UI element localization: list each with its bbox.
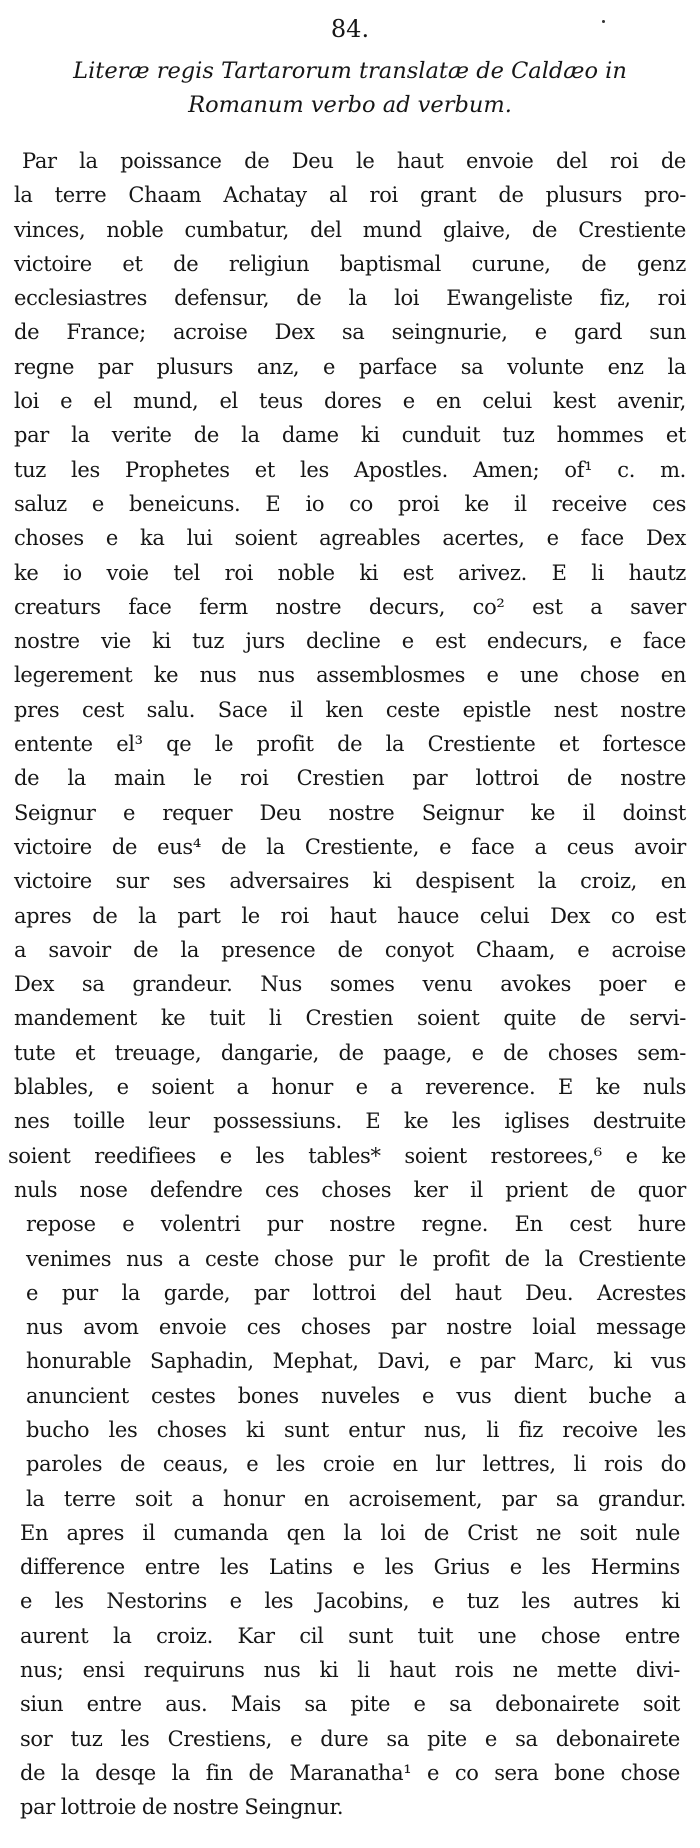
letter-body (0, 144, 700, 1825)
text-line: tuz les Prophetes et les Apostles. Amen; of¹ c. m. (14, 457, 686, 482)
title-line-2: Romanum verbo ad verbum. (188, 92, 512, 118)
text-line: bucho les choses ki sunt entur nus, li fiz recoive les (26, 1417, 686, 1442)
text-line: honurable Saphadin, Mephat, Davi, e par Marc, ki vus (26, 1349, 686, 1374)
text-line: de la main le roi Crestien par lottroi de nostre (14, 766, 686, 791)
text-line: legerement ke nus nus assemblosmes e une chose en (14, 663, 686, 688)
page-number: 84. (330, 15, 370, 43)
text-line: la terre Chaam Achatay al roi grant de plusurs pro- (14, 183, 686, 208)
text-line: loi e el mund, el teus dores e en celui kest avenir, (14, 389, 686, 414)
text-line: creaturs face ferm nostre decurs, co² est a saver (14, 594, 686, 619)
text-line: nuls nose defendre ces choses ker il prient de quor (14, 1177, 686, 1202)
text-line: victoire sur ses adversaires ki despisent la croiz, en (14, 869, 686, 894)
text-line: tute et treuage, dangarie, de paage, e de choses sem- (14, 1040, 686, 1065)
text-line: victoire de eus⁴ de la Crestiente, e face a ceus avoir (14, 834, 686, 859)
text-line: siun entre aus. Mais sa pite e sa debonairete soit (20, 1692, 680, 1717)
text-line: mandement ke tuit li Crestien soient quite de servi- (14, 1006, 686, 1031)
text-line: sor tuz les Crestiens, e dure sa pite e sa debonairete (20, 1726, 680, 1751)
text-line: e pur la garde, par lottroi del haut Deu. Acrestes (26, 1280, 686, 1305)
text-line: saluz e beneicuns. E io co proi ke il receive ces (14, 491, 686, 516)
text-line: repose e volentri pur nostre regne. En cest hure (26, 1212, 686, 1237)
ink-dot (602, 20, 605, 23)
text-line: apres de la part le roi haut hauce celui Dex co est (14, 903, 686, 928)
text-line: Dex sa grandeur. Nus somes venu avokes poer e (14, 972, 686, 997)
text-line: difference entre les Latins e les Grius e les Hermins (20, 1555, 680, 1580)
document-title (0, 54, 700, 122)
text-line: la terre soit a honur en acroisement, par sa grandur. (26, 1486, 686, 1511)
text-line: soient reedifiees e les tables* soient restorees,⁶ e ke (8, 1143, 686, 1168)
text-line: nus; ensi requiruns nus ki li haut rois ne mette divi- (20, 1658, 680, 1683)
title-line-1: Literæ regis Tartarorum translatæ de Caldæo in (73, 58, 627, 84)
text-line: nes toille leur possessiuns. E ke les iglises destruite (14, 1109, 686, 1134)
text-line: pres cest salu. Sace il ken ceste epistle nest nostre (14, 697, 686, 722)
text-line: a savoir de la presence de conyot Chaam, e acroise (14, 937, 686, 962)
text-line: Seignur e requer Deu nostre Seignur ke il doinst (14, 800, 686, 825)
text-line: aurent la croiz. Kar cil sunt tuit une chose entre (20, 1623, 680, 1648)
text-line: entente el³ qe le profit de la Crestiente et fortesce (14, 732, 686, 757)
text-line: anuncient cestes bones nuveles e vus dient buche a (26, 1383, 686, 1408)
text-line: de France; acroise Dex sa seingnurie, e gard sun (14, 320, 686, 345)
text-line: nus avom envoie ces choses par nostre loial message (26, 1315, 686, 1340)
text-line: victoire et de religiun baptismal curune, de genz (14, 251, 686, 276)
text-line: En apres il cumanda qen la loi de Crist ne soit nule (20, 1520, 680, 1545)
text-line: venimes nus a ceste chose pur le profit de la Crestiente (26, 1246, 686, 1271)
text-line: de la desqe la fin de Maranatha¹ e co sera bone chose (20, 1760, 680, 1785)
text-line: Par la poissance de Deu le haut envoie del roi de (22, 149, 686, 173)
text-line: blables, e soient a honur e a reverence. E ke nuls (14, 1075, 686, 1100)
text-line: choses e ka lui soient agreables acertes, e face Dex (14, 526, 686, 551)
text-line: ke io voie tel roi noble ki est arivez. E li hautz (14, 560, 686, 585)
text-line: nostre vie ki tuz jurs decline e est endecurs, e face (14, 629, 686, 654)
text-line: regne par plusurs anz, e parface sa volunte enz la (14, 354, 686, 379)
text-line: paroles de ceaus, e les croie en lur lettres, li rois do (26, 1452, 686, 1477)
text-line: e les Nestorins e les Jacobins, e tuz les autres ki (20, 1589, 680, 1614)
text-line: par la verite de la dame ki cunduit tuz hommes et (14, 423, 686, 448)
text-line: vinces, noble cumbatur, del mund glaive, de Crestiente (14, 217, 686, 242)
text-line: par lottroie de nostre Seingnur. (20, 1795, 344, 1820)
text-line: ecclesiastres defensur, de la loi Ewangeliste fiz, roi (14, 286, 686, 311)
